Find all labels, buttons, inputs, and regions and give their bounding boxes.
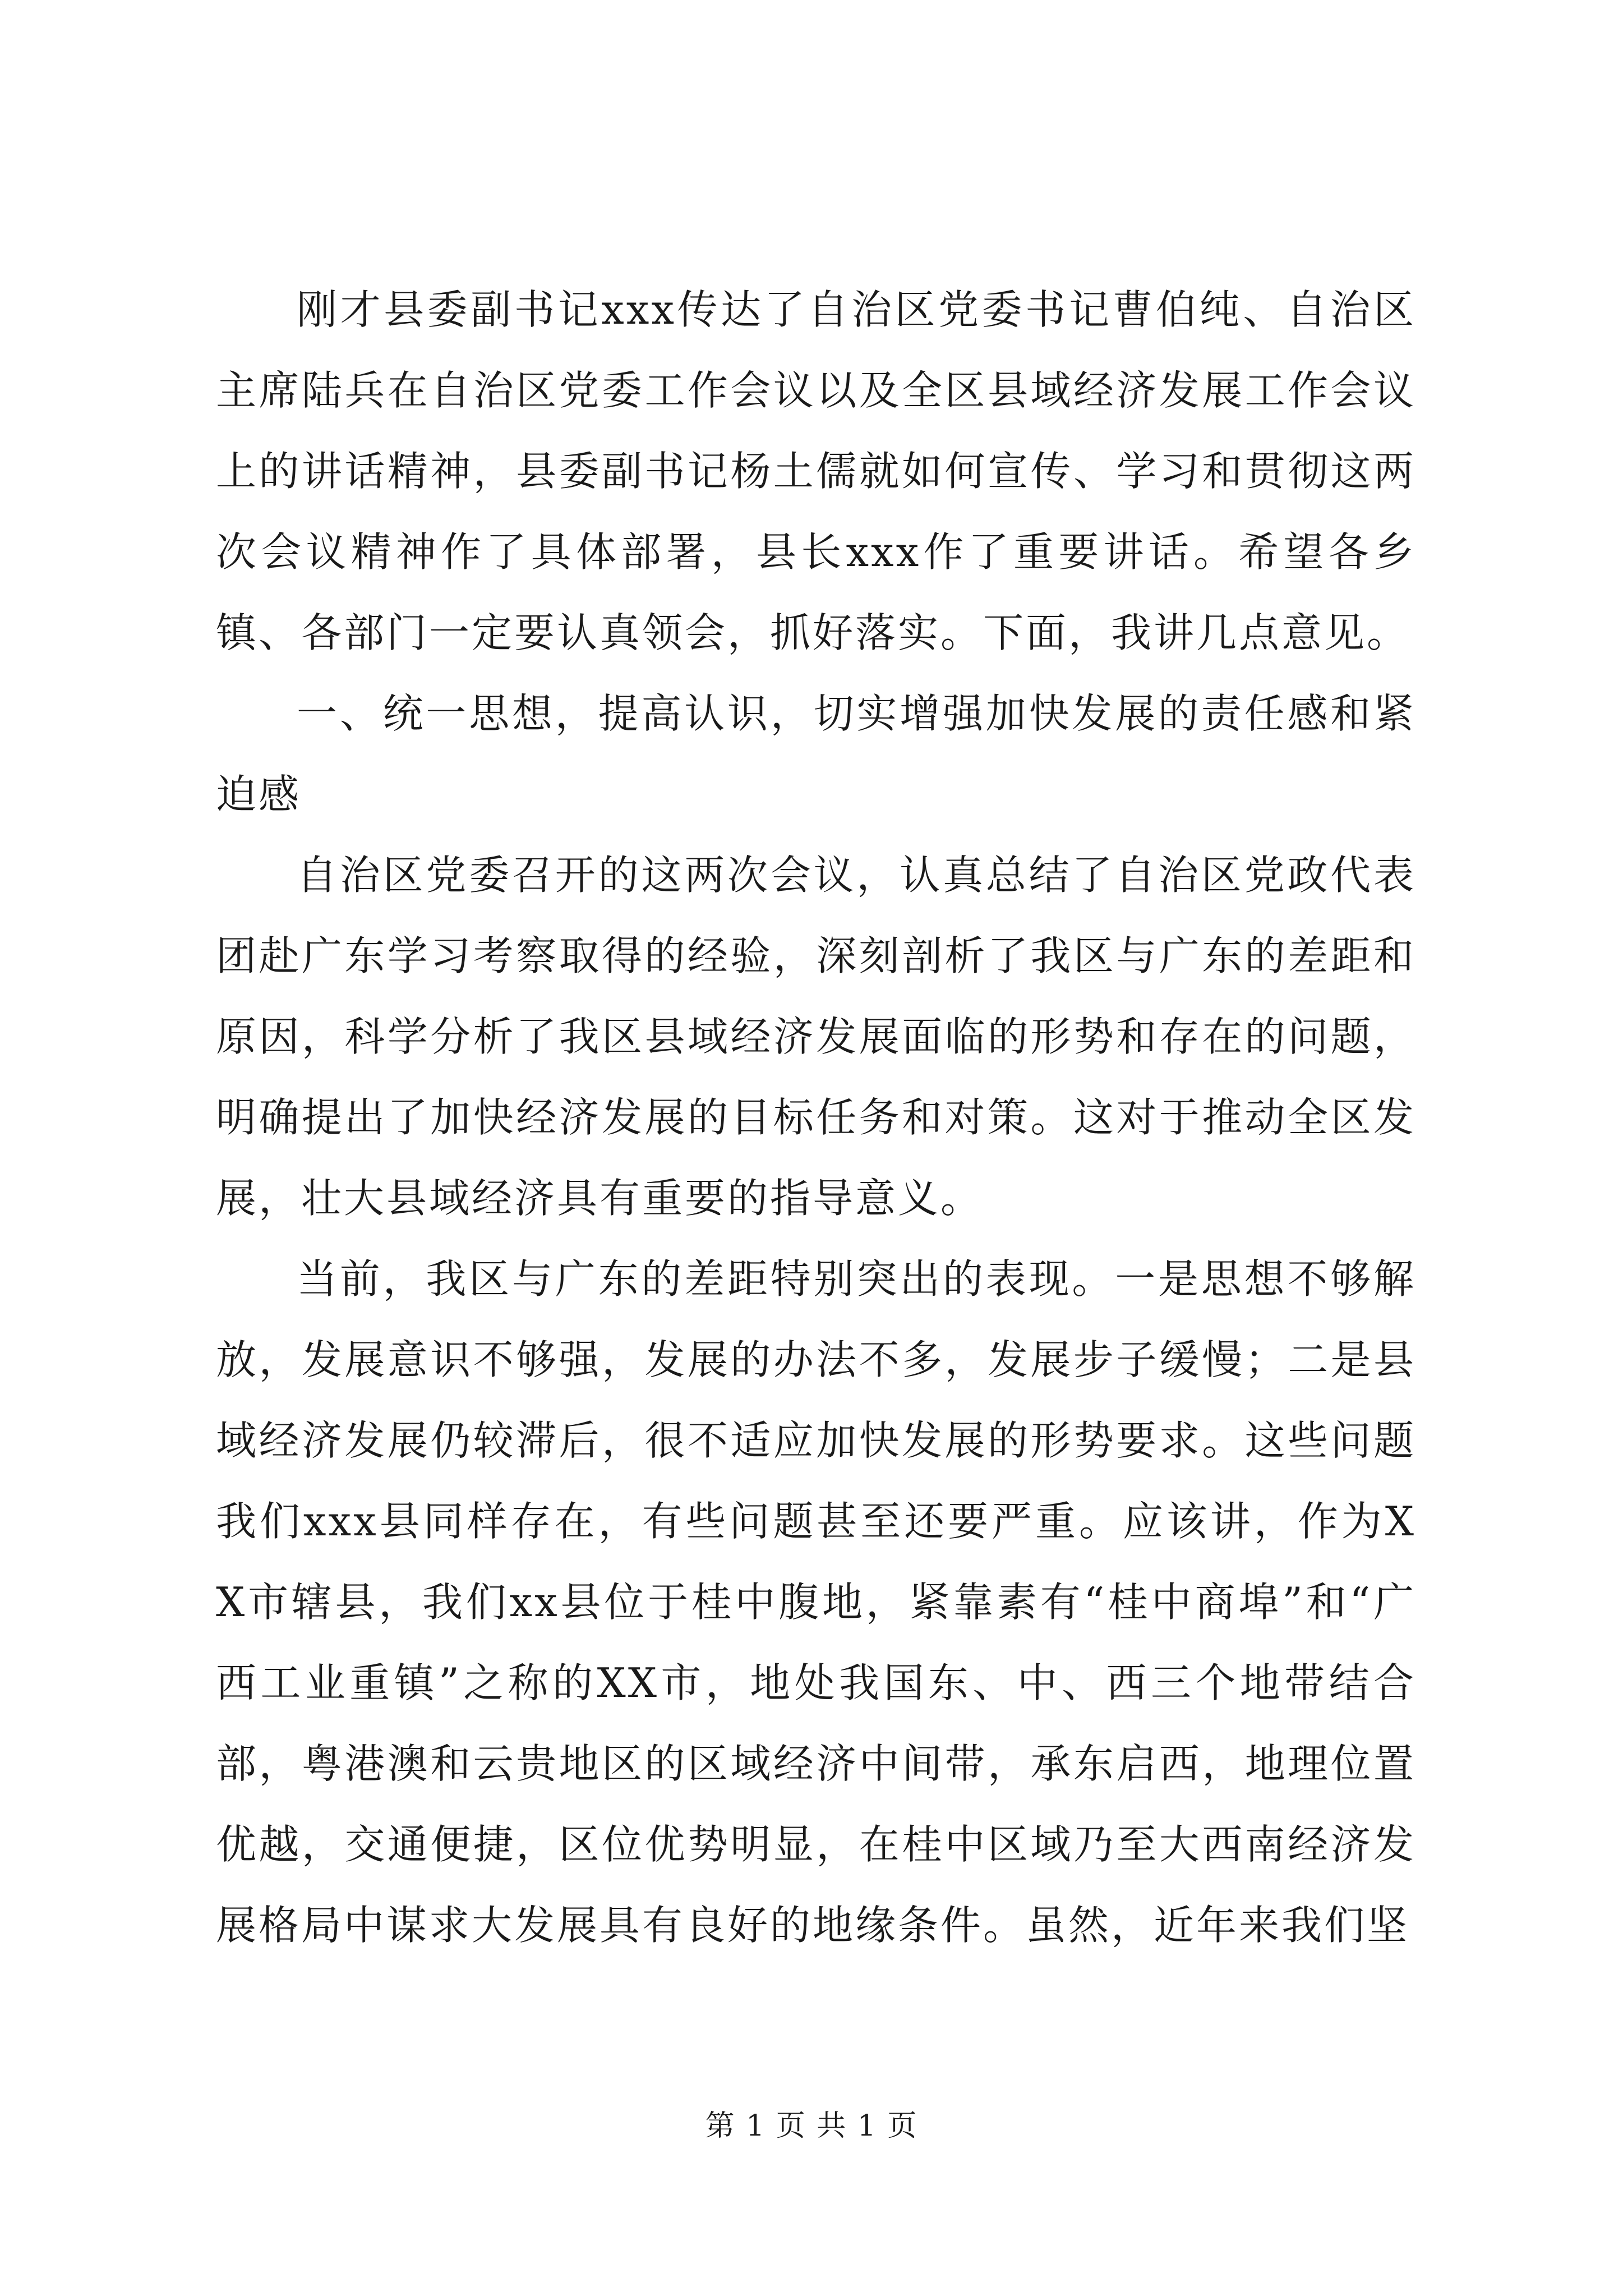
section-heading-1: 一、统一思想，提高认识，切实增强加快发展的责任感和紧迫感 [216, 690, 1416, 818]
document-body [216, 269, 1416, 1966]
page-footer: 第 1 页 共 1 页 [705, 2109, 918, 2143]
paragraph-meeting-summary: 自治区党委召开的这两次会议，认真总结了自治区党政代表团赴广东学习考察取得的经验，深刻剖析了我区与广东的差距和原因，科学分析了我区县域经济发展面临的形势和存在的问题，明确提出了加快经济发展的目标任务和对策。这对于推动全区发展，壮大县域经济具有重要的指导意义。 [216, 852, 1416, 1222]
paragraph-current-gaps: 当前，我区与广东的差距特别突出的表现。一是思想不够解放，发展意识不够强，发展的办法不多，发展步子缓慢；二是县域经济发展仍较滞后，很不适应加快发展的形势要求。这些问题我们xxx县同样存在，有些问题甚至还要严重。应该讲，作为XX市辖县，我们xx县位于桂中腹地，紧靠素有“桂中商埠”和“广西工业重镇”之称的XX市，地处我国东、中、西三个地带结合部，粤港澳和云贵地区的区域经济中间带，承东启西，地理位置优越，交通便捷，区位优势明显，在桂中区域乃至大西南经济发展格局中谋求大发展具有良好的地缘条件。虽然，近年来我们坚 [216, 1255, 1416, 1949]
paragraph-intro: 刚才县委副书记xxx传达了自治区党委书记曹伯纯、自治区主席陆兵在自治区党委工作会议以及全区县域经济发展工作会议上的讲话精神，县委副书记杨土儒就如何宣传、学习和贯彻这两次会议精神作了具体部署，县长xxx作了重要讲话。希望各乡镇、各部门一定要认真领会，抓好落实。下面，我讲几点意见。 [216, 286, 1416, 656]
